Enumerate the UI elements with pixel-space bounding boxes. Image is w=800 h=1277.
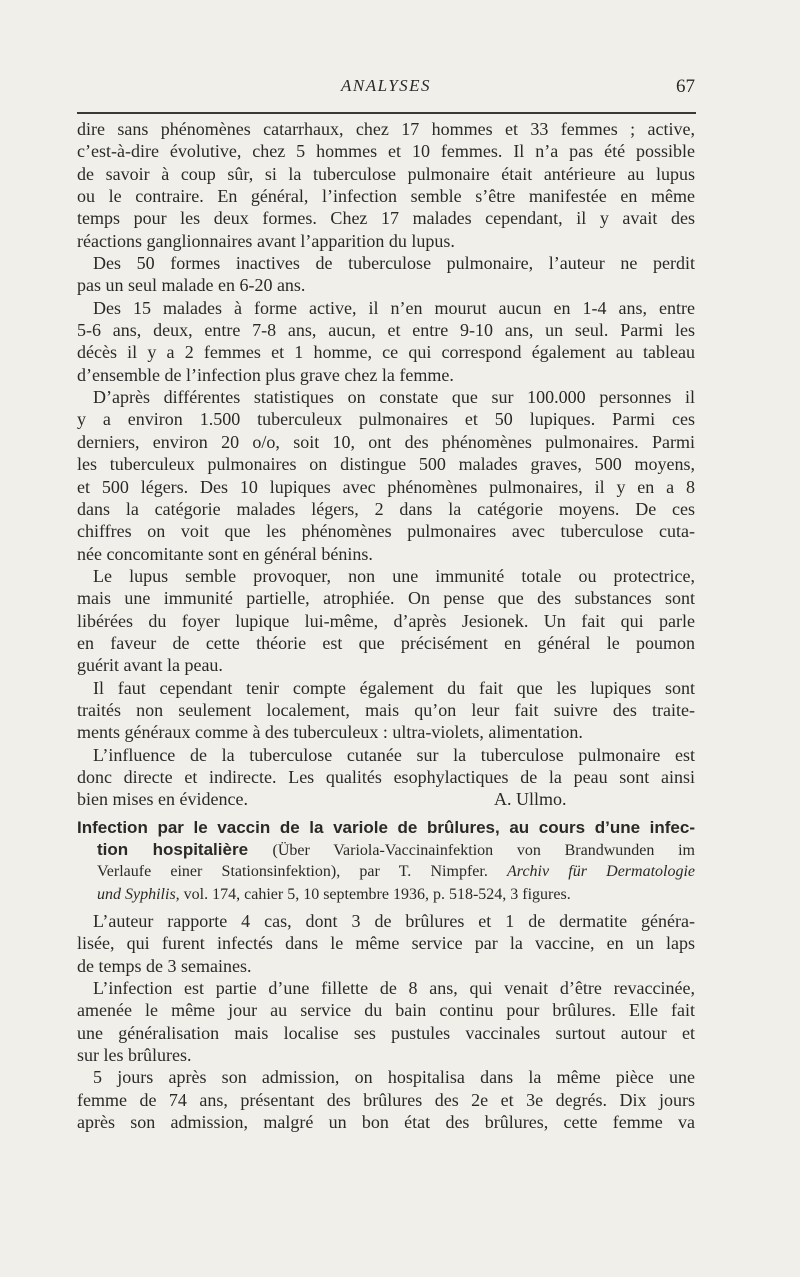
signature-line-text: bien mises en évidence. [77, 789, 248, 810]
text-line: Le lupus semble provoquer, non une immunité totale ou protectrice, [93, 565, 695, 586]
citation-line [77, 861, 695, 883]
article-title: Infection par le vaccin de la variole de brûlures, au cours d’une infec- [77, 817, 695, 837]
article-title-bold: tion hospitalière [97, 840, 249, 859]
text-line: réactions ganglionnaires avant l’apparition du lupus. [77, 230, 455, 251]
author-signature: A. Ullmo. [493, 789, 567, 810]
text-line: de savoir à coup sûr, si la tuberculose pulmonaire était antérieure au lupus [77, 163, 695, 184]
text-line: 5 jours après son admission, on hospitalisa dans la même pièce une [93, 1067, 695, 1088]
text-line: Il faut cependant tenir compte également du fait que les lupiques sont [93, 677, 695, 698]
text-line: née concomitante sont en général bénins. [77, 543, 373, 564]
text-line: les tuberculeux pulmonaires on distingue 500 malades graves, 500 moyens, [77, 454, 695, 475]
text-line: guérit avant la peau. [77, 655, 223, 676]
citation-details: vol. 174, cahier 5, 10 septembre 1936, p. 518-524, 3 figures. [183, 885, 571, 903]
header-rule [77, 112, 696, 114]
text-line: libérées du foyer lupique lui-même, d’après Jesionek. Un fait qui parle [77, 610, 695, 631]
text-line: mais une immunité partielle, atrophiée. On pense que des substances sont [77, 588, 695, 609]
page-number: 67 [676, 76, 695, 97]
text-line: dans la catégorie malades légers, 2 dans la catégorie moyens. De ces [77, 498, 695, 519]
article-title-continued [77, 839, 695, 861]
text-line: femme de 74 ans, présentant des brûlures des 2e et 3e degrés. Dix jours [77, 1089, 695, 1110]
text-line: dire sans phénomènes catarrhaux, chez 17 hommes et 33 femmes ; active, [77, 119, 695, 139]
citation-line [77, 884, 695, 906]
article-body [77, 910, 695, 1133]
text-line: pas un seul malade en 6-20 ans. [77, 275, 306, 296]
page-header [77, 76, 695, 100]
citation-author: Verlaufe einer Stationsinfektion), par T. Nimpfer. [97, 863, 488, 881]
text-line: chiffres on voit que les phénomènes pulmonaires avec tuberculose cuta- [77, 521, 695, 542]
text-line: et 500 légers. Des 10 lupiques avec phénomènes pulmonaires, il y en a 8 [77, 476, 695, 497]
journal-name: Archiv für Dermatologie [507, 863, 696, 881]
article-heading [77, 817, 695, 906]
text-line: de temps de 3 semaines. [77, 955, 252, 976]
text-line: y a environ 1.500 tuberculeux pulmonaires et 50 lupiques. Parmi ces [77, 409, 695, 430]
text-line: L’infection est partie d’une fillette de 8 ans, qui venait d’être revaccinée, [93, 978, 695, 999]
text-line: d’ensemble de l’infection plus grave chez la femme. [77, 364, 454, 385]
text-line: temps pour les deux formes. Chez 17 malades cependant, il y avait des [77, 208, 695, 229]
text-line: ments généraux comme à des tuberculeux : ultra-violets, alimentation. [77, 722, 583, 743]
text-line: donc directe et indirecte. Les qualités esophylactiques de la peau sont ainsi [77, 766, 695, 787]
text-line: L’influence de la tuberculose cutanée sur la tuberculose pulmonaire est [93, 744, 695, 765]
signature-line [77, 788, 695, 810]
text-line: derniers, environ 20 o/o, soit 10, ont des phénomènes pulmonaires. Parmi [77, 431, 695, 452]
article-original-title: (Über Variola-Vaccinainfektion von Brandwunden im [272, 842, 695, 859]
text-line: après son admission, malgré un bon état des brûlures, cette femme va [77, 1112, 695, 1133]
text-body [77, 118, 695, 1133]
text-line: Des 15 malades à forme active, il n’en mourut aucun en 1-4 ans, entre [93, 297, 695, 318]
text-line: D’après différentes statistiques on constate que sur 100.000 personnes il [93, 387, 695, 408]
text-line: ou le contraire. En général, l’infection semble s’être manifestée en même [77, 186, 695, 207]
journal-name-continued: und Syphilis, [97, 885, 180, 903]
text-line: en faveur de cette théorie est que précisément en général le poumon [77, 632, 695, 653]
text-line: décès il y a 2 femmes et 1 homme, ce qui correspond également au tableau [77, 342, 695, 363]
text-line: Des 50 formes inactives de tuberculose pulmonaire, l’auteur ne perdit [93, 253, 695, 274]
running-title: ANALYSES [340, 76, 432, 95]
text-line: sur les brûlures. [77, 1045, 192, 1066]
text-line: traités non seulement localement, mais qu’on leur fait suivre des traite- [77, 699, 695, 720]
text-line: c’est-à-dire évolutive, chez 5 hommes et 10 femmes. Il n’a pas été possible [77, 141, 695, 162]
text-line: lisée, qui furent infectés dans le même service par la vaccine, en un laps [77, 933, 695, 954]
text-line: L’auteur rapporte 4 cas, dont 3 de brûlures et 1 de dermatite généra- [93, 911, 695, 932]
text-line: amenée le même jour au service du bain continu pour brûlures. Elle fait [77, 1000, 695, 1021]
text-line: une généralisation mais localise ses pustules vaccinales surtout autour et [77, 1022, 695, 1043]
text-line: 5-6 ans, deux, entre 7-8 ans, aucun, et entre 9-10 ans, un seul. Parmi les [77, 320, 695, 341]
